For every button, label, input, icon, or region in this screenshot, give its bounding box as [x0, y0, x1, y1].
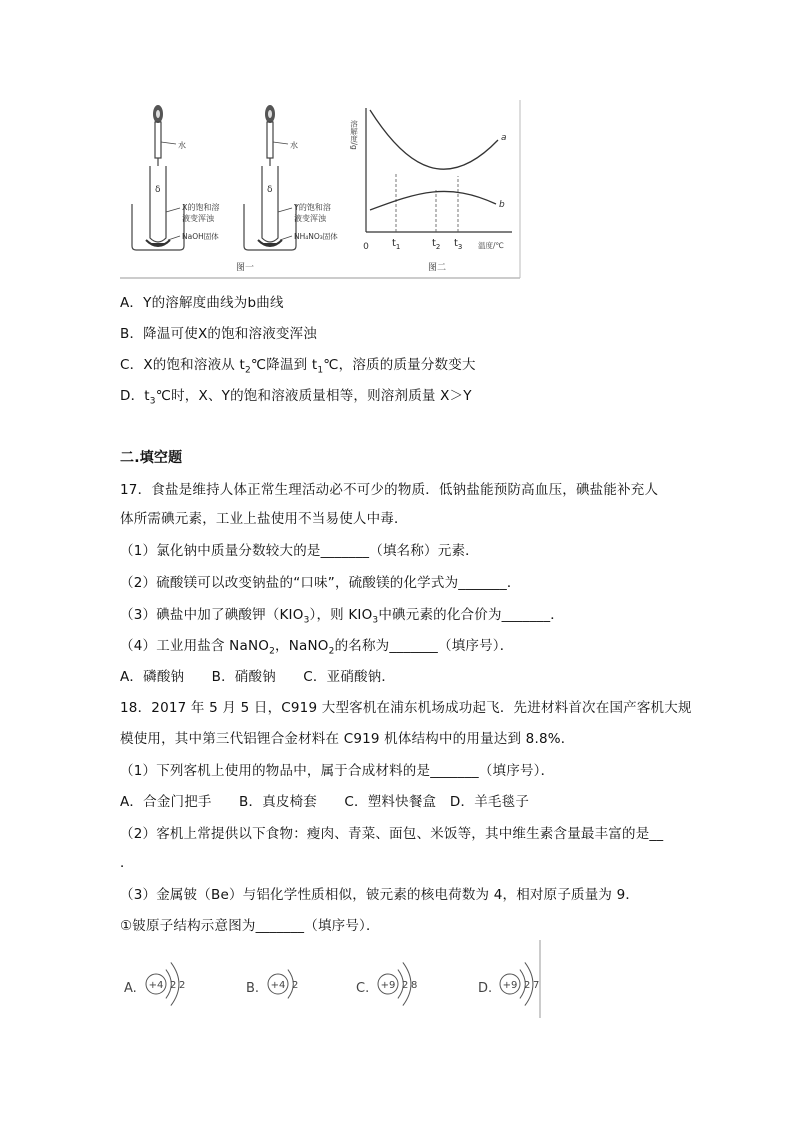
tick-label-t1: $t_1$ — [392, 238, 401, 251]
shell-electrons: 2 — [402, 980, 409, 991]
q16d-sub: 3 — [149, 396, 156, 407]
q16c-pre: C．X的饱和溶液从 t — [120, 357, 245, 373]
series-label-b: b — [499, 200, 505, 210]
q18-part-1: （1）下列客机上使用的物品中，属于合成材料的是_______（填序号）． — [120, 763, 555, 779]
q17p4-sub2: 2 — [328, 646, 335, 657]
shell-electrons: 8 — [411, 980, 418, 991]
y-label-2: 液变浑浊 — [294, 214, 326, 223]
shell-electrons: 2 — [179, 980, 186, 991]
q18-stem-2: 模使用，其中第三代铝锂合金材料在 C919 机体结构中的用量达到 8.8%． — [120, 731, 575, 747]
q17-stem-2: 体所需碘元素，工业上盐使用不当易使人中毒． — [120, 511, 408, 527]
q17p4-sub1: 2 — [269, 646, 276, 657]
svg-text:δ: δ — [267, 185, 273, 195]
q17p3-post: 中碘元素的化合价为_______． — [378, 607, 564, 623]
atom-diagrams — [118, 938, 548, 1022]
atom-option-b — [246, 970, 298, 999]
q17-part-1: （1）氯化钠中质量分数较大的是_______（填名称）元素． — [120, 543, 479, 559]
tick-label-t3: $t_3$ — [454, 238, 463, 251]
q17p3-mid: ），则 KIO — [309, 607, 373, 623]
q16c-mid: ℃降温到 t — [250, 357, 318, 373]
q17-options: A．磷酸钠 B．硝酸钠 C．亚硝酸钠． — [120, 669, 396, 685]
tick-label-t2: $t_2$ — [432, 238, 441, 251]
q16-option-c — [120, 353, 476, 376]
caption-figure1: 图一 — [236, 263, 255, 273]
svg-text:δ: δ — [155, 185, 161, 195]
q18-part-2: （2）客机上常提供以下食物：瘦肉、青菜、面包、米饭等，其中维生素含量最丰富的是__ — [120, 826, 664, 842]
nucleus-charge: +4 — [148, 980, 164, 991]
q17p4-pre: （4）工业用盐含 NaNO — [120, 638, 270, 654]
atom-label: A. — [124, 981, 137, 996]
q17p3-pre: （3）碘盐中加了碘酸钾（KIO — [120, 607, 304, 623]
q18-part-3-1: ①铍原子结构示意图为_______（填序号）． — [120, 918, 380, 934]
q17-stem-1: 17．食盐是维持人体正常生理活动必不可少的物质．低钠盐能预防高血压，碘盐能补充人 — [120, 482, 659, 498]
atom-option-d — [478, 962, 539, 1005]
water-label-1: 水 — [178, 141, 186, 150]
q17-part-2: （2）硫酸镁可以改变钠盐的“口味”，硫酸镁的化学式为_______． — [120, 575, 521, 591]
atom-option-c — [356, 962, 417, 1005]
q16-option-a: A．Y的溶解度曲线为b曲线 — [120, 295, 284, 311]
chart-xlabel: 温度/℃ — [478, 241, 504, 250]
q17p4-mid: ，NaNO — [275, 638, 329, 654]
chart-origin: 0 — [363, 242, 369, 252]
atom-label: C. — [356, 981, 370, 996]
q16c-sub1: 2 — [244, 365, 251, 376]
atom-label: B. — [246, 981, 260, 996]
q17p3-sub2: 3 — [372, 615, 379, 626]
atom-label: D. — [478, 981, 493, 996]
nucleus-charge: +9 — [502, 980, 518, 991]
experiment-figure — [118, 100, 524, 280]
atom-option-a — [124, 962, 185, 1005]
x-label-1: X的饱和溶 — [182, 203, 220, 212]
y-label-1: Y的饱和溶 — [294, 203, 331, 212]
q18-part-2-end: ． — [120, 855, 134, 871]
q17-part-4 — [120, 634, 513, 657]
shell-electrons: 2 — [524, 980, 531, 991]
q18-part-1-options: A．合金门把手 B．真皮椅套 C．塑料快餐盒 D．羊毛毯子 — [120, 794, 530, 810]
x-solid-label: NaOH固体 — [182, 232, 219, 241]
q16d-pre: D．t — [120, 388, 150, 404]
q18-stem-1: 18．2017 年 5 月 5 日，C919 大型客机在浦东机场成功起飞．先进材料首次在国产客机大规 — [120, 700, 692, 716]
caption-figure2: 图二 — [428, 263, 447, 273]
water-label-2: 水 — [290, 141, 298, 150]
x-label-2: 液变浑浊 — [182, 214, 214, 223]
shell-electrons: 2 — [170, 980, 177, 991]
q16-option-b: B．降温可使X的饱和溶液变浑浊 — [120, 326, 318, 342]
nucleus-charge: +4 — [270, 980, 286, 991]
q16-option-d — [120, 384, 472, 407]
q16c-post: ℃，溶质的质量分数变大 — [323, 357, 476, 373]
section-title: 二.填空题 — [120, 450, 183, 466]
y-solid-label: NH₄NO₃固体 — [294, 232, 338, 241]
shell-electrons: 2 — [292, 980, 299, 991]
shell-electrons: 7 — [533, 980, 540, 991]
q17p3-sub1: 3 — [303, 615, 310, 626]
q17p4-post: 的名称为_______（填序号）． — [334, 638, 514, 654]
q16c-sub2: 1 — [317, 365, 324, 376]
nucleus-charge: +9 — [380, 980, 396, 991]
q17-part-3 — [120, 603, 564, 626]
series-label-a: a — [501, 133, 507, 143]
q18-part-3: （3）金属铍（Be）与铝化学性质相似，铍元素的核电荷数为 4，相对原子质量为 9． — [120, 887, 640, 903]
q16d-post: ℃时，X、Y的饱和溶液质量相等，则溶剂质量 X＞Y — [155, 388, 472, 404]
chart-ylabel: 溶解度/g — [349, 120, 359, 150]
